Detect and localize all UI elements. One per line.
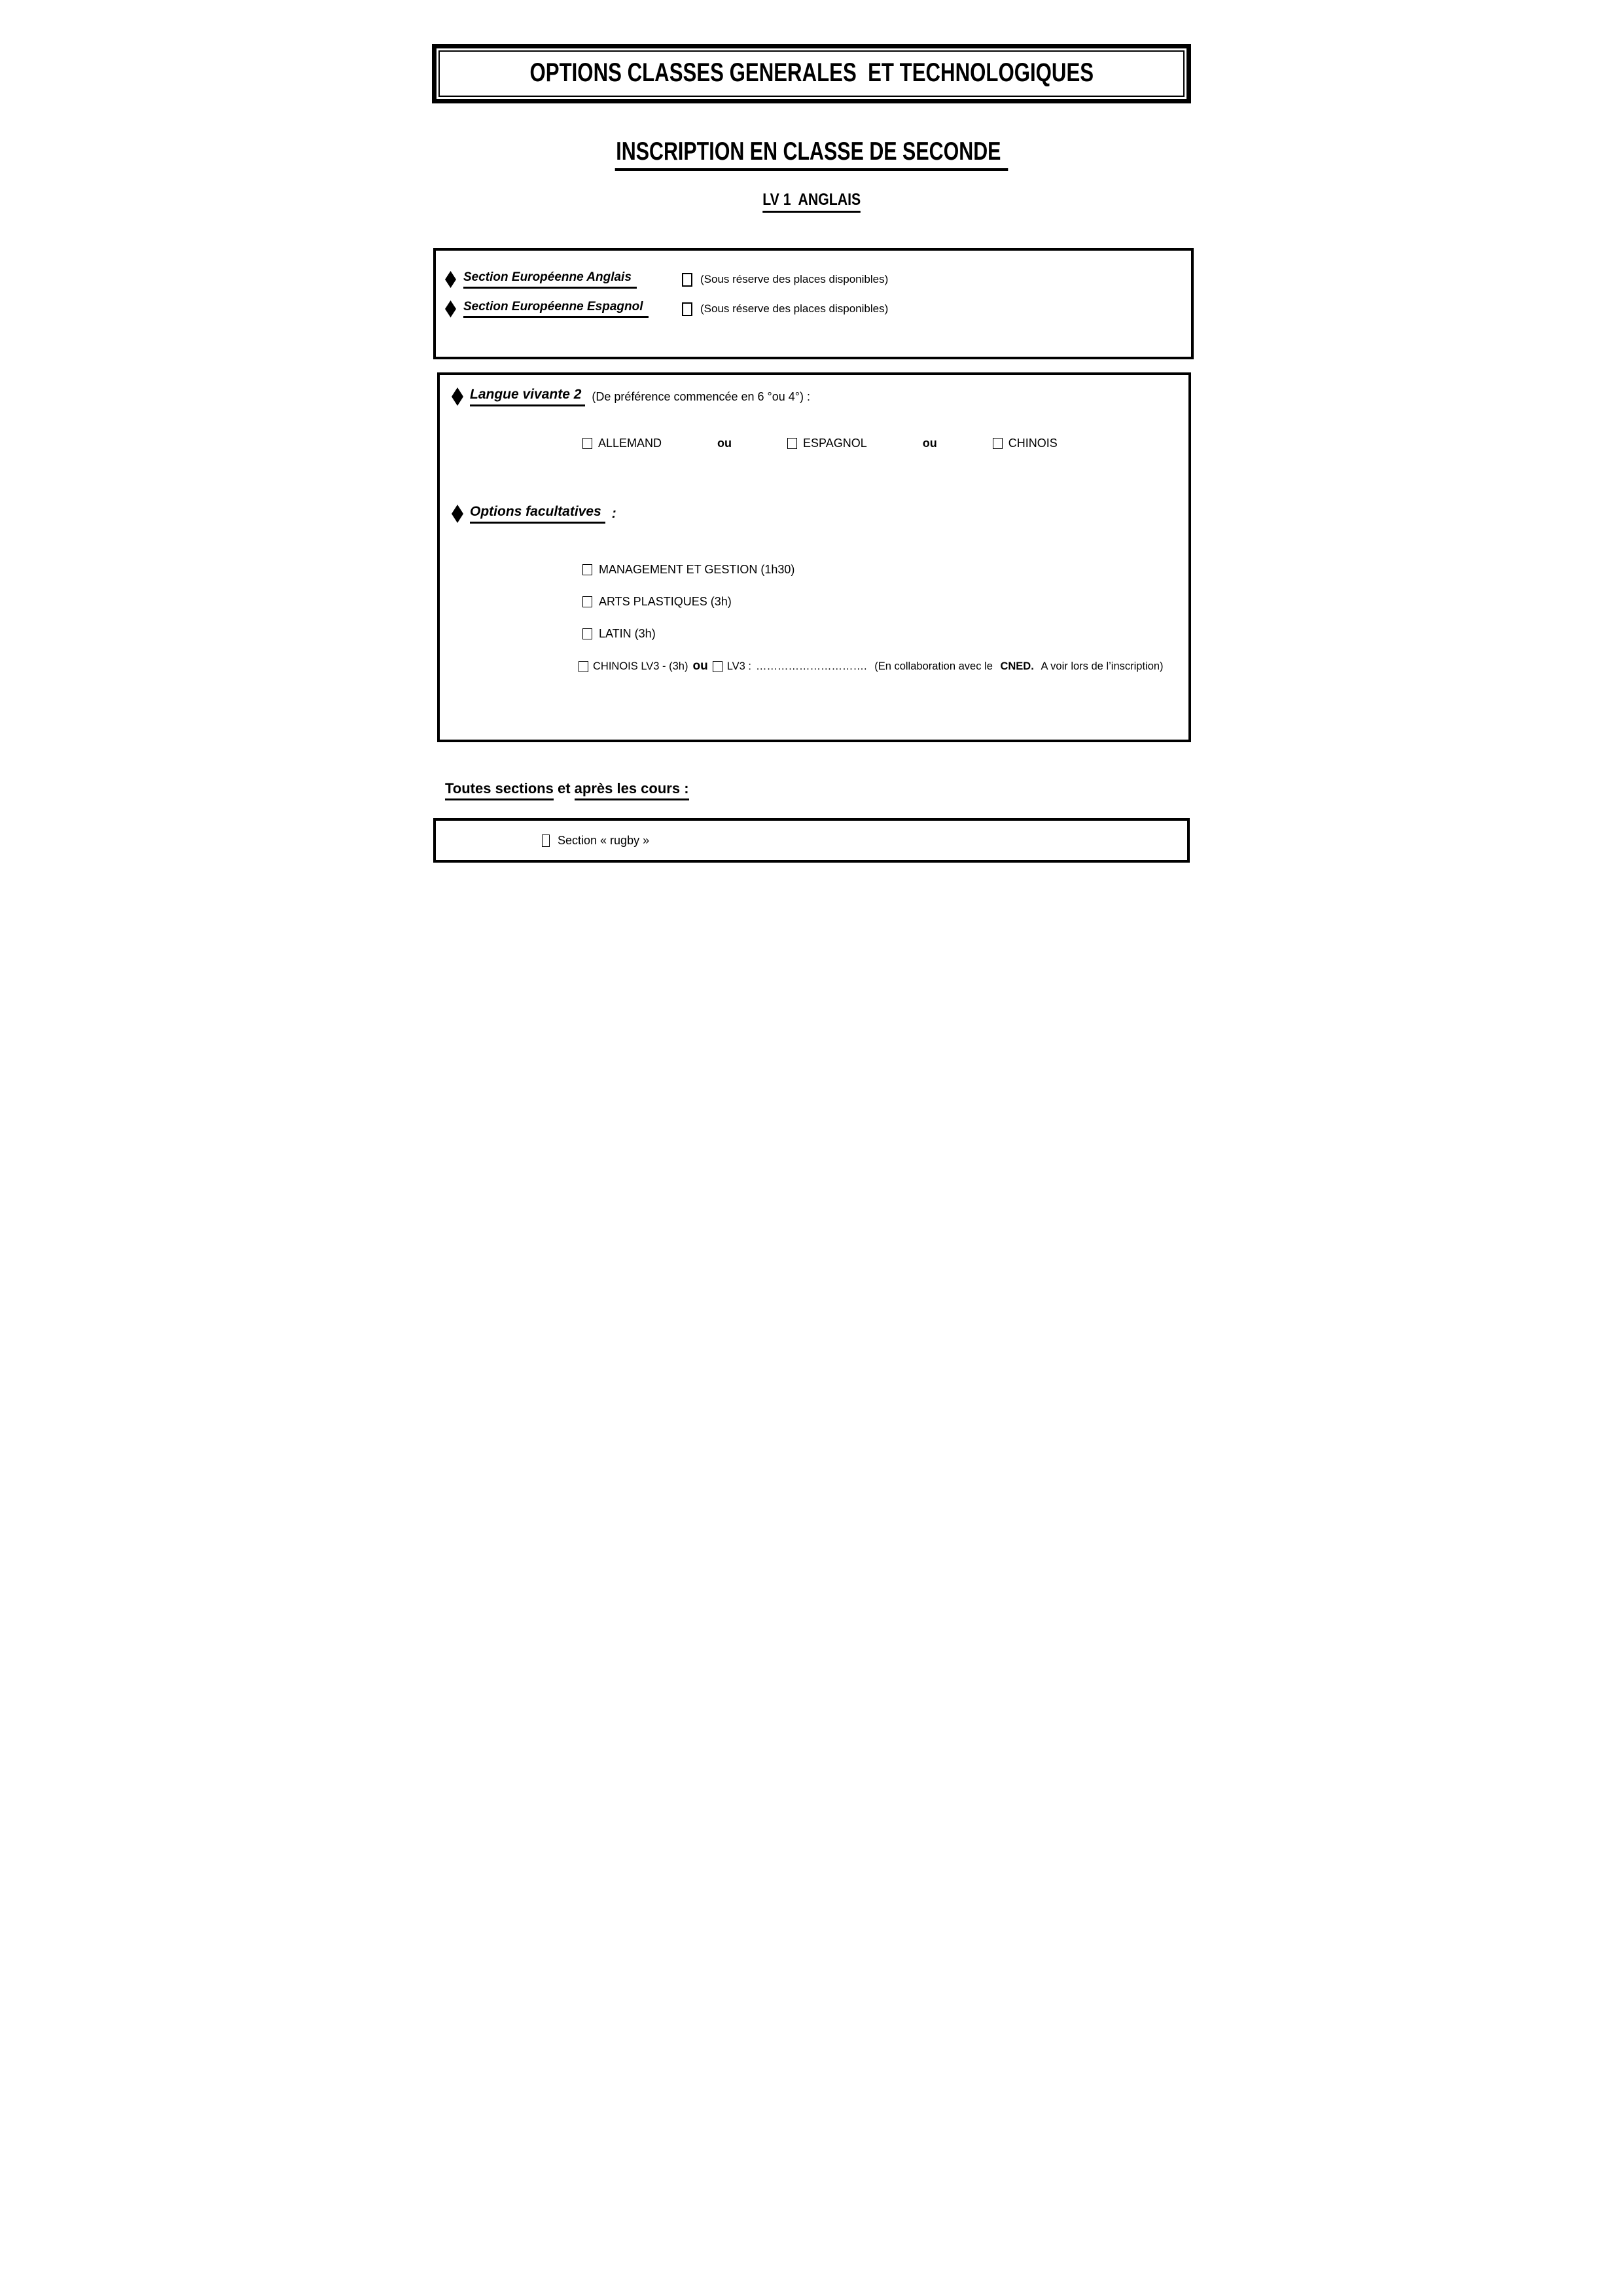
- toutes-sections-part3: après les cours :: [575, 780, 689, 800]
- latin-label: LATIN (3h): [599, 627, 656, 640]
- arts-plastiques-checkbox[interactable]: [582, 596, 592, 607]
- lv2-choice-allemand: [582, 437, 662, 450]
- section-rugby-label: Section « rugby »: [558, 833, 650, 847]
- allemand-label: ALLEMAND: [598, 437, 662, 450]
- chinois-lv3-checkbox[interactable]: [579, 661, 588, 672]
- section-europeenne-box: [433, 248, 1194, 359]
- chinois-checkbox[interactable]: [993, 438, 1003, 449]
- espagnol-checkbox[interactable]: [787, 438, 797, 449]
- chinois-label: CHINOIS: [1008, 437, 1058, 450]
- diamond-bullet-icon: [452, 387, 463, 406]
- options-facultatives-label: Options facultatives: [470, 504, 605, 524]
- arts-plastiques-label: ARTS PLASTIQUES (3h): [599, 595, 732, 608]
- title-banner: [432, 44, 1191, 103]
- rugby-row: [542, 834, 649, 848]
- title-banner-inner: [438, 50, 1185, 97]
- rugby-box: [433, 818, 1190, 863]
- latin-checkbox[interactable]: [582, 628, 592, 639]
- management-gestion-checkbox[interactable]: [582, 564, 592, 575]
- lv2-choice-espagnol: [787, 437, 867, 450]
- toutes-sections-part2: et: [553, 780, 575, 797]
- cned-label: CNED.: [1000, 660, 1034, 672]
- diamond-bullet-icon: [452, 505, 463, 523]
- lv3-note-before: (En collaboration avec le: [871, 660, 996, 672]
- section-europeenne-anglais-label: Section Européenne Anglais: [463, 270, 637, 289]
- main-heading-wrap: [406, 137, 1217, 171]
- options-facultatives-colon: :: [611, 506, 616, 521]
- option-lv3-row: [579, 659, 1188, 673]
- section-europeenne-anglais-checkbox[interactable]: [682, 273, 692, 287]
- ou-separator: ou: [717, 437, 732, 450]
- section-europeenne-anglais-head: [445, 270, 682, 289]
- page-title: INSCRIPTION EN CLASSE DE SECONDE: [615, 137, 1008, 171]
- espagnol-label: ESPAGNOL: [803, 437, 867, 450]
- document-page: [406, 0, 1217, 1148]
- option-arts-plastiques-row: [582, 595, 1188, 609]
- lv3-note-after: A voir lors de l’inscription): [1038, 660, 1164, 672]
- section-europeenne-anglais-note: (Sous réserve des places disponibles): [700, 273, 889, 285]
- section-europeenne-espagnol-head: [445, 300, 682, 318]
- toutes-sections-part1: Toutes sections: [445, 780, 554, 800]
- management-gestion-label: MANAGEMENT ET GESTION (1h30): [599, 563, 795, 576]
- langue-vivante2-note: (De préférence commencée en 6 °ou 4°) :: [592, 389, 810, 403]
- options-facultatives-heading: [452, 504, 1188, 524]
- banner-title: OPTIONS CLASSES GENERALES ET TECHNOLOGIQUES: [529, 58, 1094, 87]
- lv3-autre-checkbox[interactable]: [713, 661, 722, 672]
- diamond-bullet-icon: [445, 300, 456, 317]
- lv2-choices-row: [582, 437, 1188, 450]
- ou-separator: ou: [692, 659, 708, 673]
- diamond-bullet-icon: [445, 271, 456, 288]
- lv2-choice-chinois: [993, 437, 1058, 450]
- langue-vivante2-label: Langue vivante 2: [470, 387, 585, 406]
- lv3-language-fill-in[interactable]: ………………………….: [756, 660, 867, 672]
- section-europeenne-espagnol-note: (Sous réserve des places disponibles): [700, 302, 889, 315]
- langue-vivante2-heading: [452, 387, 1188, 406]
- allemand-checkbox[interactable]: [582, 438, 592, 449]
- ou-separator: ou: [922, 437, 937, 450]
- sub-heading-wrap: [406, 190, 1217, 213]
- section-europeenne-espagnol-checkbox[interactable]: [682, 302, 692, 316]
- option-latin-row: [582, 627, 1188, 641]
- section-europeenne-espagnol-row: [445, 300, 1191, 318]
- lv3-autre-label: LV3 :: [726, 660, 752, 672]
- section-rugby-checkbox[interactable]: [542, 834, 550, 847]
- options-facultatives-list: [446, 563, 1188, 673]
- toutes-sections-heading: [445, 780, 1217, 797]
- option-management-row: [582, 563, 1188, 577]
- langue-vivante-options-box: [437, 372, 1191, 742]
- chinois-lv3-label: CHINOIS LV3 - (3h): [593, 660, 688, 672]
- section-europeenne-espagnol-label: Section Européenne Espagnol: [463, 300, 649, 318]
- section-europeenne-anglais-row: [445, 270, 1191, 289]
- lv1-subtitle: LV 1 ANGLAIS: [762, 190, 861, 213]
